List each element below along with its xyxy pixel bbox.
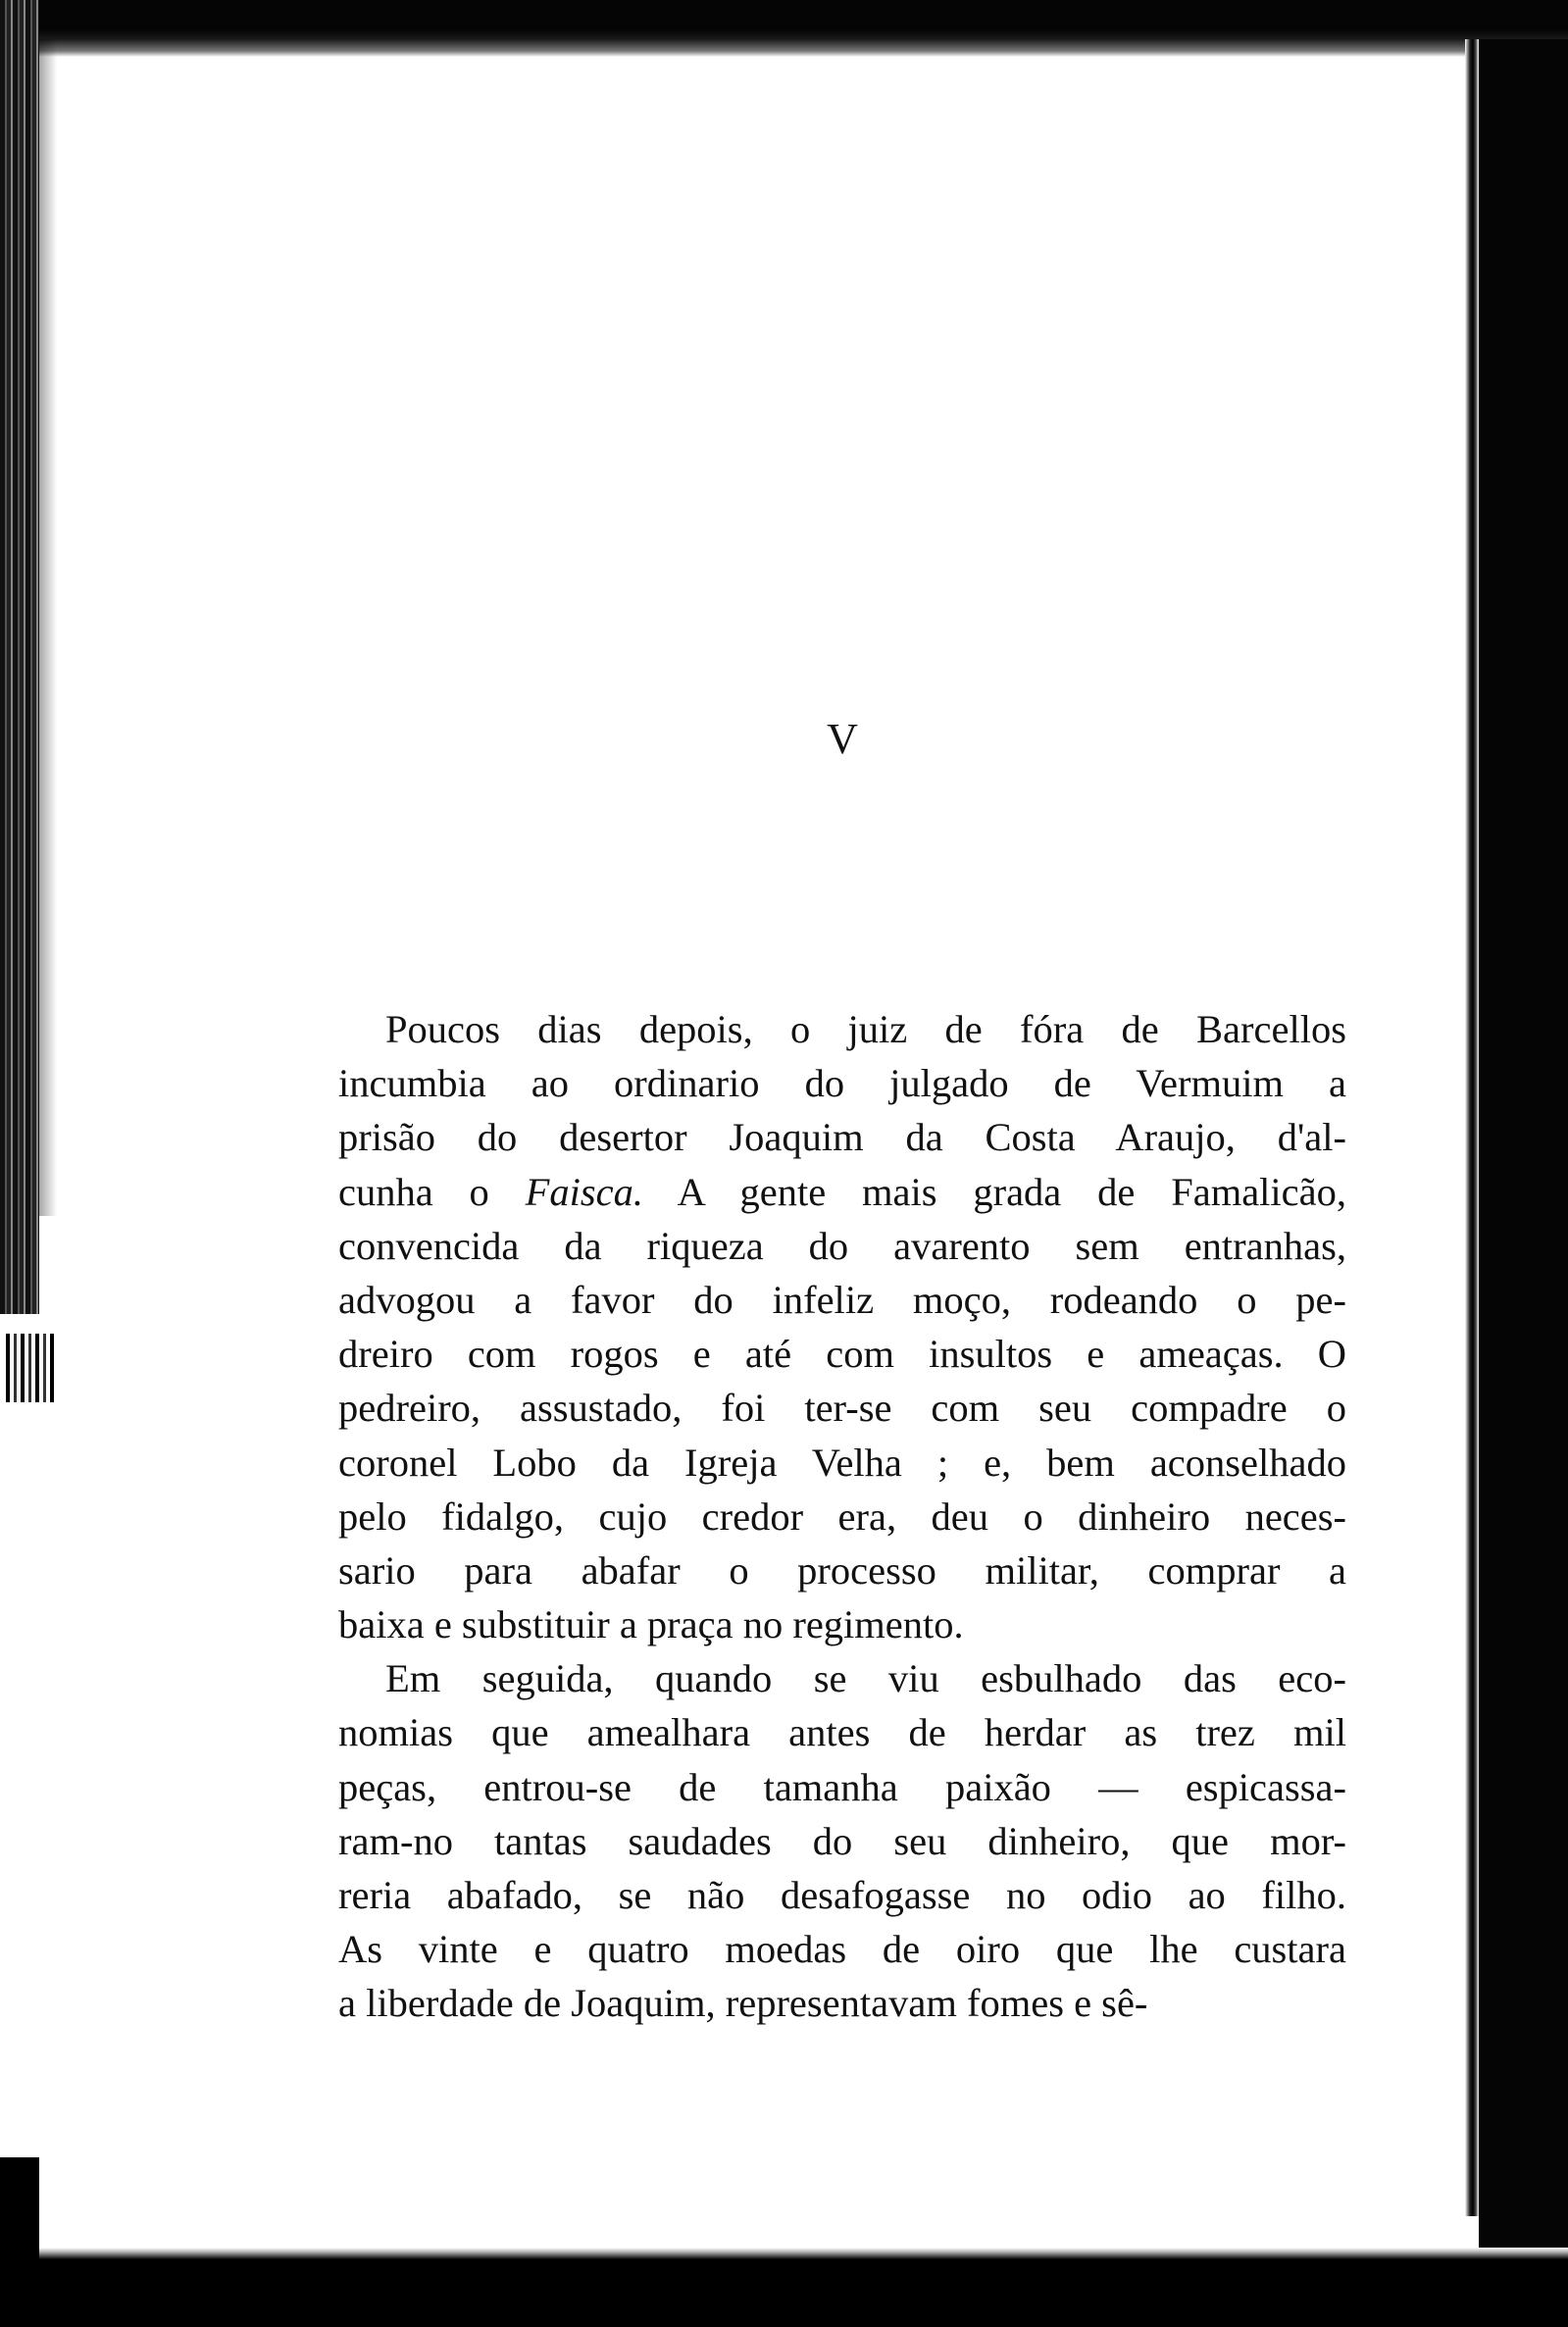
text-line: sario para abafar o processo militar, comprar a xyxy=(338,1547,1346,1593)
text-line: advogou a favor do infeliz moço, rodeando o pe- xyxy=(338,1277,1346,1322)
text-line: peças, entrou-se de tamanha paixão — espicassa- xyxy=(338,1764,1346,1809)
chapter-numeral: V xyxy=(827,715,860,763)
text-line: prisão do desertor Joaquim da Costa Araujo, d'al- xyxy=(338,1115,1346,1160)
text-line: nomias que amealhara antes de herdar as trez mil xyxy=(338,1710,1346,1755)
text-line: Em seguida, quando se viu esbulhado das eco- xyxy=(385,1656,1346,1701)
body-text xyxy=(338,1002,1346,2031)
text-line: pedreiro, assustado, foi ter-se com seu compadre o xyxy=(338,1386,1346,1431)
text-line: pelo fidalgo, cujo credor era, deu o dinheiro neces- xyxy=(338,1493,1346,1539)
text-line: baixa e substituir a praça no regimento. xyxy=(338,1602,964,1647)
text-line: Poucos dias depois, o juiz de fóra de Barcellos xyxy=(385,1007,1346,1051)
text-line: incumbia ao ordinario do julgado de Vermuim a xyxy=(338,1061,1346,1106)
text-line: convencida da riqueza do avarento sem entranhas, xyxy=(338,1223,1346,1268)
text-line: a liberdade de Joaquim, representavam fomes e sê- xyxy=(338,1981,1148,2026)
paragraph xyxy=(338,1651,1346,2030)
text-line: ram-no tantas saudades do seu dinheiro, que mor- xyxy=(338,1818,1346,1863)
text-line: As vinte e quatro moedas de oiro que lhe custara xyxy=(338,1927,1346,1972)
text-line: cunha o Faisca. A gente mais grada de Famalicão, xyxy=(338,1169,1346,1214)
text-line: coronel Lobo da Igreja Velha ; e, bem aconselhado xyxy=(338,1440,1346,1485)
text-line: reria abafado, se não desafogasse no odio ao filho. xyxy=(338,1873,1346,1917)
paragraph xyxy=(338,1002,1346,1651)
text-line: dreiro com rogos e até com insultos e ameaças. O xyxy=(338,1332,1346,1377)
